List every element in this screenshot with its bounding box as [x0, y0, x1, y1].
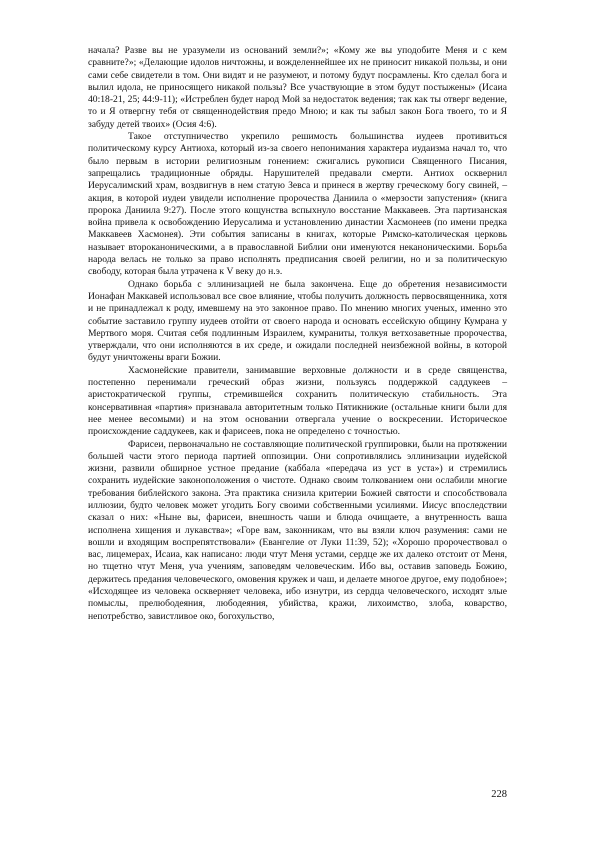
- paragraph-hasmoneans: Хасмонейские правители, занимавшие верховные должности и в среде священства, постепенно перенимали греческий образ жизни, пользуясь поддержкой саддукеев – аристократической группы, стремившейся сохранить политическую стабильность. Эта консервативная «партия» признавала авторитетным только Пятикнижие (остальные книги были для нее менее весомыми) и на этом основании отвергала учение о воскресении. Историческое происхождение саддукеев, как и фарисеев, пока не определено с точностью.: [88, 364, 507, 438]
- paragraph-hellenization: Однако борьба с эллинизацией не была закончена. Еще до обретения независимости Ионафан Маккавей использовал все свое влияние, чтобы получить должность первосвященника, хотя и не принадлежал к роду, имевшему на это законное право. По мнению многих ученых, именно это событие заставило группу иудеев отойти от своего народа и основать ессейскую общину Кумрана у Мертвого моря. Считая себя подлинным Израилем, кумраниты, толкуя ветхозаветные пророчества, утверждали, что они исполняются в их среде, и ожидали последней неизбежной войны, в которой будут уничтожены враги Божии.: [88, 278, 507, 364]
- paragraph-pharisees: Фарисеи, первоначально не составляющие политической группировки, были на протяжении большей части этого периода партией оппозиции. Они сопротивлялись эллинизации иудейской жизни, развили обширное устное предание (каббала «передача из уст в уста») и стремились сохранить иудейские законоположения о чистоте. Однако своим толкованием они ослабили многие требования библейского закона. Эта практика снизила критерии Божией святости и способствовала иллюзии, будто человек может угодить Богу своими собственными усилиями. Иисус впоследствии сказал о них: «Ныне вы, фарисеи, внешность чаши и блюда очищаете, а внутренность ваша исполнена хищения и лукавства»; «Горе вам, законникам, что вы взяли ключ разумения: сами не вошли и входящим воспрепятствовали» (Евангелие от Луки 11:39, 52); «Хорошо пророчествовал о вас, лицемерах, Исаиа, как написано: люди чтут Меня устами, сердце же их далеко отстоит от Меня, но тщетно чтут Меня, уча учениям, заповедям человеческим. Ибо вы, оставив заповедь Божию, держитесь предания человеческого, омовения кружек и чаш, и делаете многое другое, ему подобное»; «Исходящее из человека оскверняет человека, ибо изнутри, из сердца человеческого, исходят злые помыслы, прелюбодеяния, любодеяния, убийства, кражи, лихоимство, злоба, коварство, непотребство, завистливое око, богохульство,: [88, 438, 507, 622]
- paragraph-antiochus: Такое отступничество укрепило решимость большинства иудеев противиться политическому курсу Антиоха, который из-за своего непонимания характера иудаизма начал то, что было первым в истории религиозным гонением: сжигались рукописи Священного Писания, запрещались традиционные обряды. Нарушителей предавали смерти. Антиох осквернил Иерусалимский храм, воздвигнув в нем статую Зевса и принеся в жертву греческому богу свиней, – акция, в которой иудеи увидели исполнение пророчества Даниила о «мерзости запустения» (книга пророка Даниила 9:27). После этого кощунства вспыхнуло восстание Маккавеев. Эта партизанская война привела к освобождению Иерусалима и установлению династии Хасмонеев (по имени предка Маккавеев Хасмонея). Эти события записаны в книгах, которые Римско-католическая церковь называет второканоническими, а в православной Библии они именуются неканоническими. Борьба народа велась не только за право исполнять предписания своей религии, но и за политическую свободу, которая была утрачена к V веку до н.э.: [88, 131, 507, 278]
- document-page: [88, 45, 507, 623]
- page-number: 228: [491, 789, 507, 800]
- paragraph-continuation: начала? Разве вы не уразумели из оснований земли?»; «Кому же вы уподобите Меня и с кем сравните?»; «Делающие идолов ничтожны, и вожделеннейшее их не приносит никакой пользы, и они сами себе свидетели в том. Они видят и не разумеют, и потому будут посрамлены. Кто сделал бога и вылил идола, не приносящего никакой пользы? Все участвующие в этом будут постыжены» (Исаиа 40:18-21, 25; 44:9-11); «Истреблен будет народ Мой за недостаток ведения; так как ты отверг ведение, то и Я отвергну тебя от священнодействия предо Мною; и как ты забыл закон Бога твоего, то и Я забуду детей твоих» (Осия 4:6).: [88, 45, 507, 130]
